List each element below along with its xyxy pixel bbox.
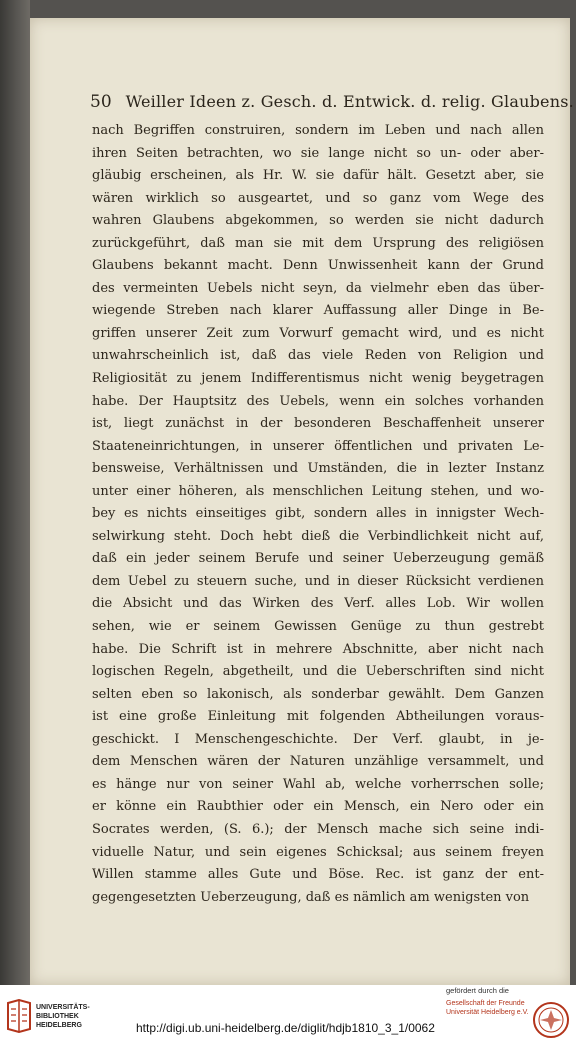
text-line: Religiosität zu jenem Indifferentismus nicht wenig beygetragen [92,371,544,387]
library-name-line: UNIVERSITÄTS- [36,1004,90,1011]
sponsor-name-line: Gesellschaft der Freunde [446,1000,525,1007]
text-line: daß ein jeder seinem Berufe und seiner Ueberzeugung gemäß [92,551,544,567]
library-name-line: HEIDELBERG [36,1022,82,1029]
text-line: selten eben so lakonisch, als sonderbar gewählt. Dem Ganzen [92,686,544,702]
body-text [92,120,544,909]
library-name-line: BIBLIOTHEK [36,1013,79,1020]
text-line: Socrates werden, (S. 6.); der Mensch mache sich seine indi- [92,821,544,837]
text-line: Staateneinrichtungen, in unserer öffentlichen und privaten Le- [92,438,544,454]
permalink-url[interactable]: http://digi.ub.uni-heidelberg.de/diglit/hdjb1810_3_1/0062 [136,1021,435,1035]
university-library-logo[interactable] [6,999,126,1039]
text-line: sehen, wie er seinem Gewissen Genüge zu thun gestrebt [92,619,544,635]
text-line: griffen unserer Zeit zum Vorwurf gemacht wird, und es nicht [92,325,544,341]
sponsor-label: gefördert durch die [446,986,509,995]
text-line: bensweise, Verhältnissen und Umständen, die in lezter Instanz [92,461,544,477]
text-line: die Absicht und das Wirken des Verf. alles Lob. Wir wollen [92,596,544,612]
library-logo-icon [6,999,32,1033]
text-line: geschickt. I Menschengeschichte. Der Verf. glaubt, in je- [92,731,544,747]
sponsor-name[interactable] [446,999,529,1017]
running-head: Weiller Ideen z. Gesch. d. Entwick. d. relig. Glaubens. [125,92,574,111]
text-line: zurückgeführt, daß man sie mit dem Ursprung des religiösen [92,235,544,251]
sponsor-name-line: Universität Heidelberg e.V. [446,1009,529,1016]
text-line: viduelle Natur, und sein eigenes Schicksal; aus seinem freyen [92,844,544,860]
page-number: 50 [90,92,112,112]
text-line: nach Begriffen construiren, sondern im Leben und nach allen [92,123,544,138]
text-line: ist, liegt zunächst in der besonderen Beschaffenheit unserer [92,416,544,432]
viewer-footer [0,985,576,1047]
text-line: es hänge nur von seiner Wahl ab, welche vorherrschen solle; [92,776,544,792]
text-line: bey es nichts einseitiges gibt, sondern alles in innigster Wech- [92,506,544,522]
text-line: gläubig erscheinen, als Hr. W. sie dafür hält. Gesetzt aber, sie [92,168,544,184]
text-line: des vermeinten Uebels nicht seyn, da vielmehr eben das über- [92,280,544,296]
text-line: wären wirklich so ausgeartet, und so ganz vom Wege des [92,190,544,206]
text-line: selwirkung steht. Doch hebt dieß die Verbindlichkeit nicht auf, [92,528,544,544]
text-line: wiegende Streben nach klarer Auffassung aller Dinge in Be- [92,303,544,319]
text-line: er könne ein Raubthier oder ein Mensch, ein Nero oder ein [92,799,544,815]
text-line: wahren Glaubens abgekommen, so werden sie nicht dadurch [92,213,544,229]
library-name [36,1003,90,1030]
text-line: habe. Die Schrift ist in mehrere Abschnitte, aber nicht nach [92,641,544,657]
text-line: Willen stamme alles Gute und Böse. Rec. ist ganz der ent- [92,867,544,883]
book-spine-edge [0,0,30,985]
text-line: logischen Regeln, abgetheilt, und die Ueberschriften sind nicht [92,664,544,680]
page-header [90,92,574,118]
university-seal-icon [532,1001,570,1039]
text-line: unter einer höheren, als menschlichen Leitung stehen, und wo- [92,483,544,499]
text-line: gegengesetzten Ueberzeugung, daß es nämlich am wenigsten von [92,889,530,905]
text-line: ihren Seiten betrachten, wo sie lange nicht so un- oder aber- [92,145,544,161]
text-line: unwahrscheinlich ist, daß das viele Reden von Religion und [92,348,544,364]
text-line: dem Menschen wären der Naturen unzählige versammelt, und [92,754,544,770]
text-line: ist eine große Einleitung mit folgenden Abtheilungen voraus- [92,709,544,725]
text-line: dem Uebel zu steuern suche, und in dieser Rücksicht verdienen [92,573,544,589]
text-line: Glaubens bekannt macht. Denn Unwissenheit kann der Grund [92,258,544,274]
text-line: habe. Der Hauptsitz des Uebels, wenn ein solches vorhanden [92,393,544,409]
